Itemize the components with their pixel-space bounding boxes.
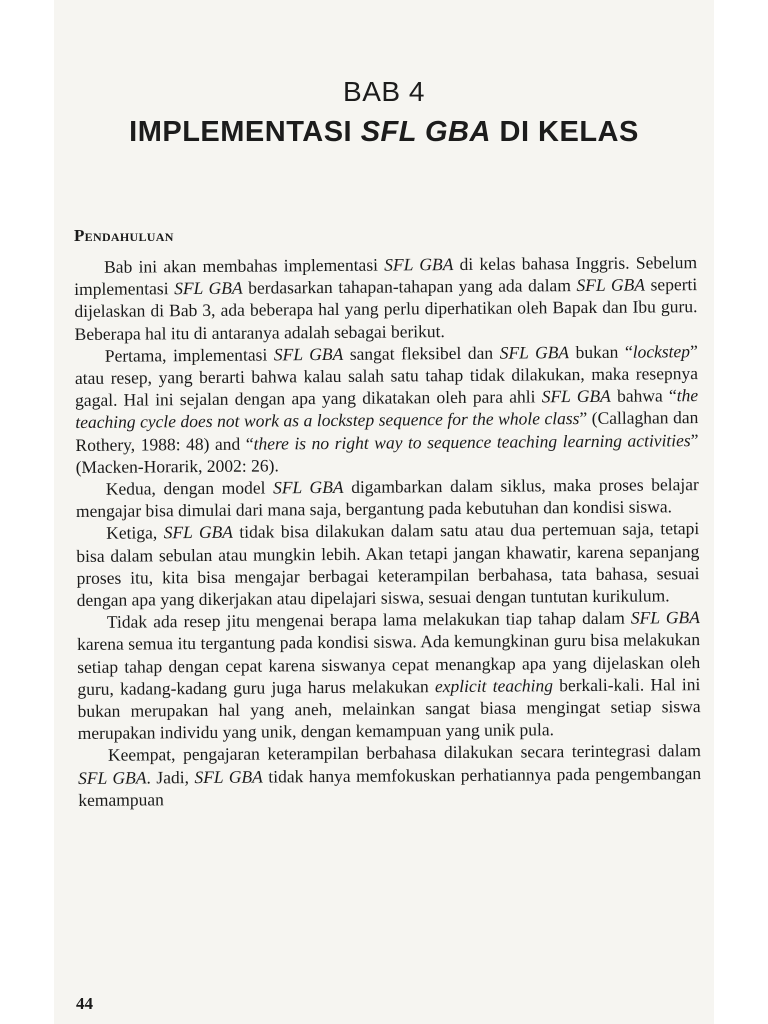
italic-run: SFL GBA bbox=[194, 766, 263, 787]
text-run: digambarkan dalam siklus, maka proses belajar mengajar bisa dimulai dari mana saja, bergantung pada kebutuhan dan kondisi siswa. bbox=[75, 474, 699, 522]
italic-run: SFL GBA bbox=[174, 277, 243, 299]
text-run: sangat fleksibel dan bbox=[343, 342, 500, 364]
text-run: bukan “ bbox=[568, 341, 633, 362]
book-page bbox=[54, 0, 714, 1024]
text-run: Keempat, pengajaran keterampilan berbahasa dilakukan secara terintegrasi dalam bbox=[107, 740, 701, 766]
text-run: Kedua, dengan model bbox=[105, 477, 274, 499]
paragraph bbox=[75, 340, 699, 478]
chapter-title-post: DI KELAS bbox=[490, 116, 639, 148]
text-run: Tidak ada resep jitu mengenai berapa lama melakukan tiap tahap dalam bbox=[106, 607, 631, 633]
italic-run: there is no right way to sequence teaching learning activities bbox=[253, 429, 691, 454]
text-run: di kelas bahasa Inggris. Sebelum implementasi bbox=[74, 252, 698, 300]
text-run: bahwa “ bbox=[610, 385, 677, 407]
paragraph bbox=[77, 606, 701, 744]
chapter-title-em: SFL GBA bbox=[360, 116, 491, 148]
section-heading: Pendahuluan bbox=[74, 226, 174, 245]
italic-run: the teaching cycle does not work as a lockstep sequence for the whole class bbox=[75, 385, 699, 433]
italic-run: SFL GBA bbox=[630, 607, 700, 628]
italic-run: SFL GBA bbox=[499, 341, 570, 363]
page-number: 44 bbox=[76, 994, 93, 1013]
text-run: Bab ini akan membahas implementasi bbox=[104, 254, 385, 277]
paragraph bbox=[76, 473, 699, 522]
italic-run: SFL GBA bbox=[78, 767, 147, 788]
chapter-title bbox=[54, 116, 714, 149]
text-run: Ketiga, bbox=[106, 522, 164, 544]
text-run: ” (Callaghan dan Rothery, 1988: 48) and “ bbox=[75, 407, 699, 455]
text-run: tidak bisa dilakukan dalam satu atau dua pertemuan saja, tetapi bisa dalam sebulan atau mungkin lebih. Akan tetapi jangan khawatir, karena sepanjang proses itu, kita bisa mengajar berbagai keterampilan berbahasa, tata bahasa, sesuai dengan apa yang dikerjakan atau dipelajari siswa, sesuai dengan tuntutan kurikulum. bbox=[76, 518, 700, 611]
paragraph bbox=[76, 518, 700, 612]
chapter-number: BAB 4 bbox=[343, 76, 425, 107]
text-run: ” atau resep, yang berarti bahwa kalau salah satu tahap tidak dilakukan, maka resepnya gagal. Hal ini sejalan dengan apa yang dikatakan oleh para ahli bbox=[74, 340, 699, 411]
text-run: tidak hanya memfokuskan perhatiannya pada pengembangan kemampuan bbox=[78, 762, 702, 810]
italic-run: explicit teaching bbox=[434, 675, 554, 697]
italic-run: SFL GBA bbox=[273, 343, 344, 365]
paragraph bbox=[74, 251, 698, 345]
text-run: Pertama, implementasi bbox=[104, 344, 274, 366]
italic-run: SFL GBA bbox=[384, 254, 454, 275]
italic-run: SFL GBA bbox=[272, 476, 344, 498]
text-run: berdasarkan tahapan-tahapan yang ada dalam bbox=[242, 275, 577, 298]
text-run: karena semua itu tergantung pada kondisi siswa. Ada kemungkinan guru bisa melakukan setiap tahap dengan cepat karena siswanya cepat menangkap apa yang dijelaskan oleh guru, kadang-kadang guru juga harus melakukan bbox=[76, 629, 701, 699]
italic-run: SFL GBA bbox=[576, 274, 646, 296]
text-run: . Jadi, bbox=[146, 766, 195, 788]
paragraph bbox=[78, 740, 702, 812]
italic-run: SFL GBA bbox=[163, 522, 234, 543]
italic-run: lockstep bbox=[632, 340, 691, 362]
italic-run: SFL GBA bbox=[541, 386, 611, 407]
text-run: seperti dijelaskan di Bab 3, ada beberapa hal yang perlu diperhatikan oleh Bapak dan Ibu guru. Beberapa hal itu di antaranya adalah sebagai berikut. bbox=[74, 274, 698, 344]
text-run: berkali-kali. Hal ini bukan merupakan hal yang aneh, melainkan sangat biasa mengingat setiap siswa merupakan individu yang unik, dengan kemampuan yang unik pula. bbox=[77, 673, 701, 744]
chapter-title-pre: IMPLEMENTASI bbox=[129, 116, 361, 148]
body-text bbox=[74, 251, 703, 981]
text-run: ” (Macken-Horarik, 2002: 26). bbox=[75, 429, 699, 477]
